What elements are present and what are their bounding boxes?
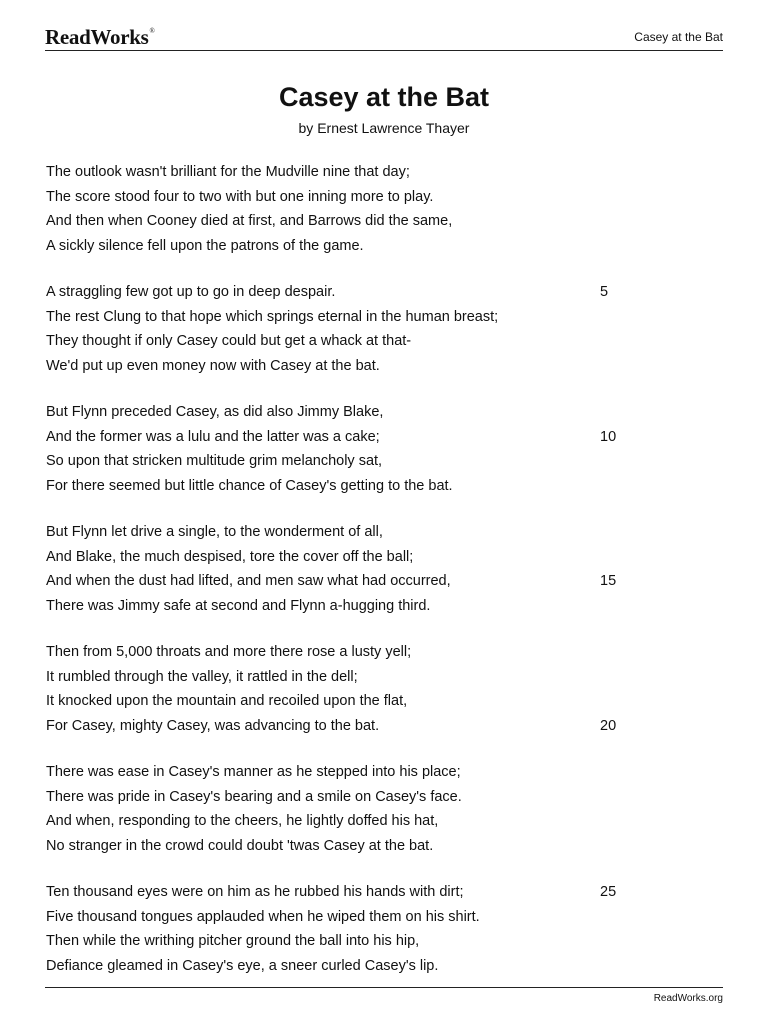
poem-line bbox=[46, 329, 646, 354]
poem-line bbox=[46, 474, 646, 499]
poem-line-text: It rumbled through the valley, it rattled in the dell; bbox=[46, 668, 358, 685]
stanza bbox=[46, 400, 646, 498]
poem-line bbox=[46, 640, 646, 665]
poem-line bbox=[46, 425, 646, 450]
poem-line-text: So upon that stricken multitude grim melancholy sat, bbox=[46, 453, 383, 469]
poem-line-text: Defiance gleamed in Casey's eye, a sneer curled Casey's lip. bbox=[46, 957, 439, 974]
stanza bbox=[46, 160, 646, 258]
poem-line bbox=[46, 714, 646, 739]
poem-line-text: A straggling few got up to go in deep despair. bbox=[46, 284, 336, 300]
page-footer bbox=[45, 987, 723, 1004]
poem-line bbox=[46, 400, 646, 425]
poem-line bbox=[46, 234, 646, 259]
poem-line bbox=[46, 160, 646, 185]
poem-line bbox=[46, 834, 646, 859]
poem-line bbox=[46, 209, 646, 234]
poem-line-text: For Casey, mighty Casey, was advancing to the bat. bbox=[46, 717, 380, 734]
poem-line bbox=[46, 185, 646, 210]
poem-line-text: Then while the writhing pitcher ground the ball into his hip, bbox=[46, 933, 420, 949]
poem-line bbox=[46, 929, 646, 954]
page-header bbox=[45, 22, 723, 51]
poem-line bbox=[46, 905, 646, 930]
poem-line-text: It knocked upon the mountain and recoiled upon the flat, bbox=[46, 693, 408, 709]
logo-text: ReadWorks bbox=[45, 25, 149, 49]
header-document-title: Casey at the Bat bbox=[634, 30, 723, 44]
page-title: Casey at the Bat bbox=[278, 82, 490, 112]
poem-line bbox=[46, 569, 646, 594]
line-number: 25 bbox=[600, 884, 617, 900]
readworks-logo bbox=[45, 25, 155, 50]
author-byline: by Ernest Lawrence Thayer bbox=[298, 120, 470, 136]
poem-line bbox=[46, 545, 646, 570]
poem-line-text: And when the dust had lifted, and men saw what had occurred, bbox=[46, 573, 451, 589]
poem-line bbox=[46, 785, 646, 810]
poem-line-text: The rest Clung to that hope which springs eternal in the human breast; bbox=[46, 308, 499, 325]
poem-line-text: Five thousand tongues applauded when he wiped them on his shirt. bbox=[46, 908, 480, 925]
line-number: 20 bbox=[600, 717, 617, 734]
poem-line-text: A sickly silence fell upon the patrons of the game. bbox=[46, 237, 364, 254]
poem-line-text: Then from 5,000 throats and more there rose a lusty yell; bbox=[46, 644, 412, 660]
poem-body bbox=[46, 160, 646, 1000]
stanza bbox=[46, 760, 646, 858]
registered-mark: ® bbox=[149, 27, 155, 35]
poem-line bbox=[46, 449, 646, 474]
poem-line bbox=[46, 280, 646, 305]
poem-line-text: The score stood four to two with but one inning more to play. bbox=[46, 188, 434, 205]
poem-line bbox=[46, 594, 646, 619]
stanza bbox=[46, 280, 646, 378]
poem-line bbox=[46, 689, 646, 714]
line-number: 5 bbox=[600, 284, 609, 300]
poem-line-text: The outlook wasn't brilliant for the Mudville nine that day; bbox=[46, 164, 410, 180]
poem-line-text: But Flynn let drive a single, to the wonderment of all, bbox=[46, 524, 383, 540]
poem-line bbox=[46, 305, 646, 330]
poem-line bbox=[46, 809, 646, 834]
stanza bbox=[46, 880, 646, 978]
stanza bbox=[46, 520, 646, 618]
poem-line-text: We'd put up even money now with Casey at the bat. bbox=[46, 357, 380, 374]
poem-line-text: No stranger in the crowd could doubt 'twas Casey at the bat. bbox=[46, 837, 434, 854]
poem-line-text: There was ease in Casey's manner as he stepped into his place; bbox=[46, 764, 461, 780]
line-number: 10 bbox=[600, 428, 617, 445]
line-number: 15 bbox=[600, 573, 617, 589]
stanza bbox=[46, 640, 646, 738]
poem-line-text: They thought if only Casey could but get a whack at that- bbox=[46, 333, 412, 349]
poem-line bbox=[46, 880, 646, 905]
poem-line-text: Ten thousand eyes were on him as he rubbed his hands with dirt; bbox=[46, 884, 464, 900]
footer-site-url: ReadWorks.org bbox=[653, 993, 723, 1004]
poem-line-text: But Flynn preceded Casey, as did also Jimmy Blake, bbox=[46, 404, 384, 420]
poem-line-text: And then when Cooney died at first, and Barrows did the same, bbox=[46, 213, 453, 229]
poem-line-text: And when, responding to the cheers, he lightly doffed his hat, bbox=[46, 813, 439, 829]
poem-line-text: There was pride in Casey's bearing and a smile on Casey's face. bbox=[46, 788, 462, 805]
poem-line-text: For there seemed but little chance of Casey's getting to the bat. bbox=[46, 477, 453, 494]
poem-line bbox=[46, 760, 646, 785]
poem-line bbox=[46, 520, 646, 545]
poem-line bbox=[46, 954, 646, 979]
poem-line-text: There was Jimmy safe at second and Flynn a-hugging third. bbox=[46, 597, 431, 614]
poem-line bbox=[46, 354, 646, 379]
poem-line bbox=[46, 665, 646, 690]
poem-line-text: And the former was a lulu and the latter was a cake; bbox=[46, 428, 380, 445]
poem-line-text: And Blake, the much despised, tore the cover off the ball; bbox=[46, 548, 414, 565]
